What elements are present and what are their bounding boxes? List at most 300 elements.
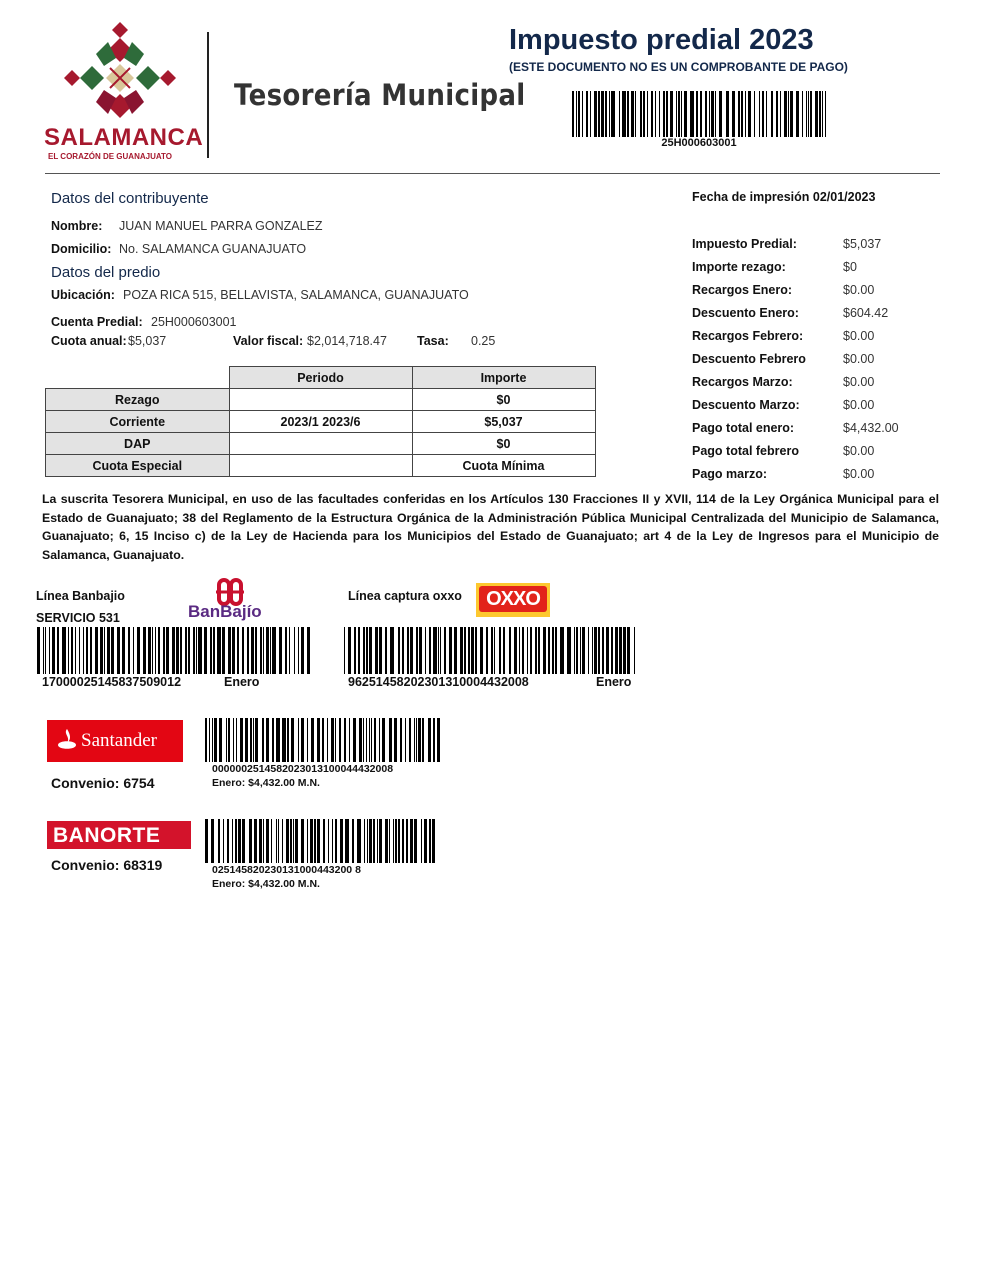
banorte-wordmark: BANORTE <box>53 824 161 847</box>
barcode-bar <box>619 627 622 674</box>
barcode-bar <box>810 91 812 137</box>
barcode-bar <box>635 91 636 137</box>
banbajio-code: 17000025145837509012 <box>42 675 182 689</box>
barcode-bar <box>188 627 190 674</box>
barcode-bar <box>393 819 394 863</box>
summary-value: $0.00 <box>843 375 875 389</box>
barcode-bar <box>379 819 382 863</box>
oxxo-month: Enero <box>596 675 632 689</box>
summary-label: Pago marzo: <box>692 467 768 481</box>
summary-value: $0.00 <box>843 329 875 343</box>
cuenta-label: Cuenta Predial: <box>51 315 143 329</box>
barcode-bar <box>535 627 537 674</box>
barcode-bar <box>236 718 237 762</box>
tasa-label: Tasa: <box>417 334 449 348</box>
barcode-bar <box>715 91 716 137</box>
summary-label: Pago total febrero <box>692 444 799 458</box>
barcode-bar <box>678 91 680 137</box>
barcode-bar <box>611 627 613 674</box>
barcode-bar <box>519 627 520 674</box>
barcode-bar <box>784 91 787 137</box>
row-importe: $0 <box>412 433 595 455</box>
barcode-bar <box>358 627 360 674</box>
row-concept: Corriente <box>46 411 230 433</box>
barcode-bar <box>684 91 687 137</box>
barcode-bar <box>574 627 575 674</box>
summary-label: Recargos Marzo: <box>692 375 793 389</box>
barcode-bar <box>317 819 320 863</box>
barcode-bar <box>339 718 341 762</box>
barcode-bar <box>310 819 313 863</box>
legal-text: La suscrita Tesorera Municipal, en uso de las facultades conferidas en los Artículos 130 Fracciones II y XVII, 114 de la Ley Orgánica Municipal para el Estado de Guanajuato; 38 del Reglamento de la Estructura Orgánica de la Administración Pública Municipal Centralizada del Municipio de Salamanca, Guanajuato; 6, 15 Inciso c) de la Ley de Hacienda para los Municipios del Estado de Guanajuato; art 4 de la Ley de Ingresos para el Municipio de Salamanca, Guanajuato. <box>42 492 939 562</box>
barcode-bar <box>335 819 337 863</box>
barcode-bar <box>825 91 826 137</box>
barcode-bar <box>75 627 76 674</box>
barcode-bar <box>503 627 505 674</box>
barcode-bar <box>218 819 220 863</box>
table-header-row <box>46 367 596 389</box>
barcode-bar <box>369 819 372 863</box>
barcode-bar <box>402 819 404 863</box>
barcode-bar <box>486 627 488 674</box>
summary-label: Importe rezago: <box>692 260 786 274</box>
barcode-bar <box>416 718 417 762</box>
barcode-bar <box>311 718 314 762</box>
barcode-bar <box>49 627 50 674</box>
barcode-bar <box>414 718 415 762</box>
barcode-bar <box>152 627 153 674</box>
barcode-bar <box>627 91 629 137</box>
barcode-bar <box>137 627 140 674</box>
barcode-bar <box>357 819 361 863</box>
barcode-bar <box>509 627 511 674</box>
barcode-bar <box>240 718 243 762</box>
tax-table <box>45 366 596 477</box>
barcode-bar <box>185 627 187 674</box>
barcode-bar <box>68 627 69 674</box>
barcode-bar <box>228 627 231 674</box>
barcode-bar <box>90 627 92 674</box>
barcode-bar <box>410 819 413 863</box>
barcode-bar <box>57 627 59 674</box>
barcode-bar <box>295 819 298 863</box>
barcode-bar <box>255 718 258 762</box>
barcode-bar <box>205 819 208 863</box>
barcode-bar <box>623 627 626 674</box>
barcode-bar <box>389 819 390 863</box>
row-concept: Rezago <box>46 389 230 411</box>
barcode-bar <box>552 627 554 674</box>
ubicacion-label: Ubicación: <box>51 288 115 302</box>
santander-convenio: Convenio: 6754 <box>51 775 155 791</box>
barcode-bar <box>294 627 295 674</box>
barcode-bar <box>245 718 248 762</box>
barcode-bar <box>266 819 269 863</box>
header-barcode <box>572 91 826 137</box>
barcode-bar <box>353 718 356 762</box>
row-periodo <box>229 389 412 411</box>
barcode-bar <box>634 627 635 674</box>
domicilio-label: Domicilio: <box>51 242 112 256</box>
barcode-bar <box>788 91 789 137</box>
barcode-bar <box>233 718 234 762</box>
col-header-periodo: Periodo <box>229 367 412 389</box>
barcode-bar <box>647 91 648 137</box>
barcode-bar <box>726 91 729 137</box>
barcode-bar <box>213 627 215 674</box>
barcode-bar <box>651 91 653 137</box>
banorte-logo <box>47 821 191 849</box>
row-periodo <box>229 433 412 455</box>
barcode-bar <box>555 627 557 674</box>
barcode-bar <box>232 627 235 674</box>
barcode-bar <box>433 627 437 674</box>
barcode-bar <box>460 627 463 674</box>
summary-label: Descuento Marzo: <box>692 398 800 412</box>
barcode-bar <box>328 819 329 863</box>
barcode-bar <box>578 91 580 137</box>
barcode-bar <box>494 627 495 674</box>
barcode-bar <box>204 627 207 674</box>
header-rule <box>45 173 940 174</box>
barcode-bar <box>367 819 368 863</box>
barcode-bar <box>659 91 660 137</box>
banorte-convenio: Convenio: 68319 <box>51 857 163 873</box>
barcode-bar <box>405 718 406 762</box>
barcode-bar <box>290 819 292 863</box>
domicilio-value: No. SALAMANCA GUANAJUATO <box>119 242 307 256</box>
santander-logo <box>47 720 183 762</box>
barcode-bar <box>567 627 571 674</box>
barcode-bar <box>543 627 546 674</box>
contribuyente-section-title: Datos del contribuyente <box>51 190 209 207</box>
barcode-bar <box>594 91 597 137</box>
barcode-bar <box>440 627 441 674</box>
barcode-bar <box>223 819 224 863</box>
barcode-bar <box>317 718 320 762</box>
barcode-bar <box>429 627 431 674</box>
barcode-bar <box>83 627 84 674</box>
barcode-bar <box>410 627 413 674</box>
barcode-bar <box>619 91 620 137</box>
barcode-bar <box>409 718 411 762</box>
barcode-bar <box>235 819 237 863</box>
cuota-label: Cuota anual: <box>51 334 127 348</box>
santander-amount: Enero: $4,432.00 M.N. <box>212 777 320 789</box>
barcode-bar <box>143 627 146 674</box>
document-subtitle: (ESTE DOCUMENTO NO ES UN COMPROBANTE DE PAGO) <box>509 60 848 74</box>
barcode-bar <box>307 627 310 674</box>
barcode-bar <box>301 718 304 762</box>
summary-value: $0 <box>843 260 857 274</box>
barcode-bar <box>382 718 385 762</box>
barcode-bar <box>444 627 446 674</box>
barcode-bar <box>278 819 279 863</box>
barcode-bar <box>251 627 254 674</box>
barcode-bar <box>255 627 257 674</box>
barcode-bar <box>95 627 98 674</box>
summary-value: $0.00 <box>843 283 875 297</box>
barcode-bar <box>254 819 257 863</box>
summary-value: $4,432.00 <box>843 421 899 435</box>
barcode-bar <box>582 627 585 674</box>
banorte-code: 025145820230131000443200 8 <box>212 864 361 876</box>
barcode-bar <box>301 819 304 863</box>
barcode-bar <box>52 627 55 674</box>
barcode-bar <box>527 627 528 674</box>
barcode-bar <box>422 718 424 762</box>
barcode-bar <box>696 91 698 137</box>
barcode-bar <box>43 627 44 674</box>
barcode-bar <box>79 627 80 674</box>
row-concept: Cuota Especial <box>46 455 230 477</box>
barcode-bar <box>371 718 372 762</box>
barcode-bar <box>377 819 378 863</box>
santander-wordmark: Santander <box>81 730 157 751</box>
barcode-bar <box>611 91 615 137</box>
barcode-bar <box>379 627 382 674</box>
barcode-bar <box>373 819 375 863</box>
santander-code: 0000002514582023013100044432008 <box>212 763 394 775</box>
banbajio-label: Línea Banbajio <box>36 589 125 603</box>
barcode-bar <box>748 91 751 137</box>
barcode-bar <box>429 819 431 863</box>
barcode-bar <box>163 627 165 674</box>
barcode-bar <box>212 718 213 762</box>
barcode-bar <box>385 819 388 863</box>
barcode-bar <box>449 627 452 674</box>
barcode-bar <box>379 718 380 762</box>
barcode-bar <box>663 91 665 137</box>
barcode-bar <box>226 718 227 762</box>
barcode-bar <box>622 91 626 137</box>
barcode-bar <box>548 627 550 674</box>
barcode-bar <box>272 718 274 762</box>
oxxo-logo <box>476 583 550 617</box>
barcode-bar <box>282 819 283 863</box>
barcode-bar <box>262 718 264 762</box>
barcode-bar <box>709 91 710 137</box>
barcode-bar <box>398 819 400 863</box>
barcode-bar <box>514 627 517 674</box>
barcode-bar <box>424 819 427 863</box>
oxxo-label: Línea captura oxxo <box>348 589 462 603</box>
barcode-bar <box>766 91 767 137</box>
table-row <box>46 411 596 433</box>
barcode-bar <box>390 627 394 674</box>
barcode-bar <box>322 718 324 762</box>
barcode-bar <box>437 718 440 762</box>
barcode-bar <box>395 819 397 863</box>
barcode-bar <box>107 627 110 674</box>
barcode-bar <box>272 627 276 674</box>
barcode-bar <box>335 718 336 762</box>
barcode-bar <box>582 91 583 137</box>
barcode-bar <box>719 91 722 137</box>
barcode-bar <box>345 819 349 863</box>
banbajio-month: Enero <box>224 675 260 689</box>
barcode-bar <box>205 718 207 762</box>
barcode-bar <box>605 91 607 137</box>
barcode-bar <box>776 91 778 137</box>
barcode-bar <box>421 819 422 863</box>
barcode-bar <box>348 627 351 674</box>
barcode-bar <box>741 91 743 137</box>
table-corner <box>46 367 230 389</box>
barcode-bar <box>364 819 365 863</box>
barcode-bar <box>363 627 365 674</box>
nombre-value: JUAN MANUEL PARRA GONZALEZ <box>119 219 323 233</box>
valor-fiscal-value: $2,014,718.47 <box>307 334 387 348</box>
barcode-bar <box>602 627 604 674</box>
row-periodo: 2023/1 2023/6 <box>229 411 412 433</box>
barcode-bar <box>759 91 760 137</box>
barcode-bar <box>780 91 781 137</box>
col-header-importe: Importe <box>412 367 595 389</box>
row-concept: DAP <box>46 433 230 455</box>
barcode-bar <box>407 627 409 674</box>
barcode-bar <box>363 718 364 762</box>
barcode-bar <box>354 627 356 674</box>
barcode-bar <box>406 819 408 863</box>
barcode-bar <box>808 91 809 137</box>
barcode-bar <box>606 627 609 674</box>
barcode-bar <box>198 627 202 674</box>
barcode-bar <box>475 627 477 674</box>
barcode-bar <box>802 91 803 137</box>
barcode-bar <box>219 718 222 762</box>
summary-label: Impuesto Predial: <box>692 237 797 251</box>
banorte-amount: Enero: $4,432.00 M.N. <box>212 878 320 890</box>
barcode-bar <box>468 627 470 674</box>
barcode-bar <box>180 627 182 674</box>
barcode-bar <box>344 627 345 674</box>
barcode-bar <box>266 627 269 674</box>
barcode-bar <box>762 91 764 137</box>
barcode-bar <box>414 819 417 863</box>
barcode-bar <box>227 819 229 863</box>
barcode-bar <box>594 627 597 674</box>
barcode-bar <box>117 627 120 674</box>
summary-label: Descuento Febrero <box>692 352 806 366</box>
barcode-bar <box>104 627 105 674</box>
salamanca-logo <box>40 18 204 168</box>
table-row <box>46 455 596 477</box>
barcode-bar <box>293 819 294 863</box>
barcode-bar <box>425 627 426 674</box>
barcode-bar <box>242 627 244 674</box>
barcode-bar <box>700 91 702 137</box>
barcode-bar <box>298 627 299 674</box>
barcode-bar <box>279 627 282 674</box>
barcode-bar <box>631 91 634 137</box>
barcode-bar <box>327 718 328 762</box>
barcode-bar <box>133 627 134 674</box>
barcode-bar <box>155 627 156 674</box>
barcode-bar <box>217 627 221 674</box>
barcode-bar <box>352 819 354 863</box>
barcode-bar <box>615 627 618 674</box>
oxxo-code: 96251458202301310004432008 <box>348 675 529 689</box>
barcode-bar <box>323 819 325 863</box>
barcode-bar <box>418 718 421 762</box>
summary-value: $0.00 <box>843 444 875 458</box>
barcode-bar <box>681 91 682 137</box>
barcode-bar <box>122 627 125 674</box>
banbajio-wordmark: BanBajío <box>188 602 262 621</box>
barcode-bar <box>250 718 252 762</box>
barcode-bar <box>211 819 214 863</box>
barcode-bar <box>690 91 694 137</box>
barcode-bar <box>285 627 287 674</box>
barcode-bar <box>340 819 343 863</box>
summary-value: $5,037 <box>843 237 882 251</box>
barcode-bar <box>394 718 397 762</box>
barcode-bar <box>732 91 735 137</box>
barcode-bar <box>314 819 316 863</box>
barcode-bar <box>37 627 40 674</box>
barcode-bar <box>196 627 197 674</box>
barcode-bar <box>62 627 66 674</box>
barcode-bar <box>71 627 73 674</box>
barcode-bar <box>369 627 372 674</box>
barcode-bar <box>111 627 114 674</box>
barcode-bar <box>389 718 392 762</box>
barcode-bar <box>609 91 610 137</box>
barcode-bar <box>522 627 524 674</box>
barcode-bar <box>128 627 130 674</box>
barcode-bar <box>307 819 308 863</box>
banbajio-barcode <box>37 627 310 674</box>
barcode-bar <box>601 91 604 137</box>
barcode-bar <box>464 627 466 674</box>
barcode-bar <box>819 91 821 137</box>
santander-flame-icon <box>55 728 79 754</box>
barcode-bar <box>580 627 581 674</box>
barcode-bar <box>222 627 225 674</box>
barcode-bar <box>291 718 294 762</box>
barcode-bar <box>172 627 175 674</box>
barcode-bar <box>45 627 46 674</box>
barcode-bar <box>705 91 707 137</box>
barcode-bar <box>499 627 501 674</box>
cuenta-value: 25H000603001 <box>151 315 237 329</box>
summary-value: $0.00 <box>843 398 875 412</box>
oxxo-barcode <box>344 627 635 674</box>
barcode-bar <box>530 627 532 674</box>
summary-label: Descuento Enero: <box>692 306 799 320</box>
header-barcode-text: 25H000603001 <box>661 137 737 149</box>
barcode-bar <box>263 819 264 863</box>
ubicacion-value: POZA RICA 515, BELLAVISTA, SALAMANCA, GUANAJUATO <box>123 288 469 302</box>
barcode-bar <box>771 91 773 137</box>
tasa-value: 0.25 <box>471 334 496 348</box>
barcode-bar <box>438 627 439 674</box>
row-importe: Cuota Mínima <box>412 455 595 477</box>
barcode-bar <box>276 819 277 863</box>
santander-barcode <box>205 718 444 762</box>
barcode-bar <box>592 627 593 674</box>
barcode-bar <box>586 91 588 137</box>
barcode-bar <box>366 718 367 762</box>
barcode-bar <box>100 627 103 674</box>
barcode-bar <box>307 718 308 762</box>
barcode-bar <box>209 718 210 762</box>
summary-label: Recargos Enero: <box>692 283 793 297</box>
fecha-impresion: Fecha de impresión 02/01/2023 <box>692 190 876 204</box>
barcode-bar <box>286 819 289 863</box>
barcode-bar <box>232 819 233 863</box>
